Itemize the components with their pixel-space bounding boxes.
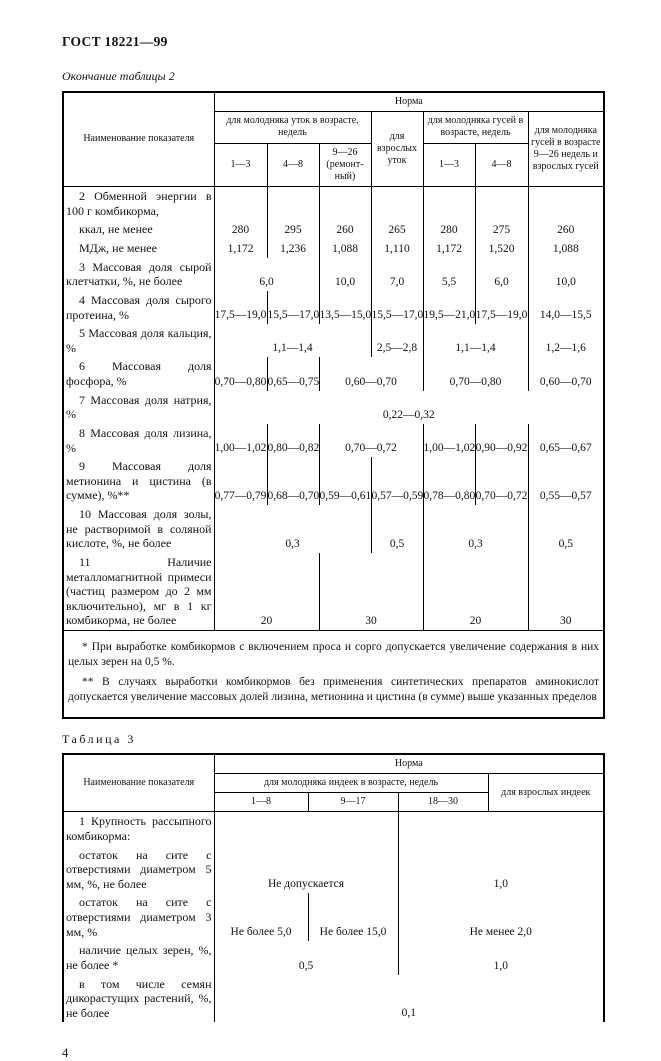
value-cell: 1,0 — [398, 941, 604, 974]
value-cell: 0,70—0,72 — [319, 424, 423, 457]
header-name-col: Наименование показателя — [63, 754, 214, 812]
table-row — [63, 505, 604, 553]
table-row — [63, 324, 604, 357]
table-row — [63, 239, 604, 258]
row-label: 8 Массовая доля лизина, % — [63, 424, 214, 457]
value-cell — [371, 187, 423, 221]
value-cell: 0,80—0,82 — [267, 424, 319, 457]
value-cell: Не более 15,0 — [308, 893, 398, 941]
row-label: наличие целых зерен, %, не более * — [63, 941, 214, 974]
value-cell: 0,60—0,70 — [319, 357, 423, 390]
value-cell: 260 — [528, 220, 604, 239]
value-cell: 0,3 — [423, 505, 528, 553]
value-cell — [398, 812, 604, 846]
header-turkey-age-2: 9—17 — [308, 793, 398, 812]
value-cell: 1,088 — [319, 239, 371, 258]
value-cell: 0,1 — [214, 975, 604, 1023]
page-number: 4 — [62, 1046, 69, 1061]
header-duck-age-3: 9—26 (ремонтный) — [319, 143, 371, 187]
doc-code: ГОСТ 18221—99 — [62, 34, 168, 49]
value-cell: 0,77—0,79 — [214, 457, 267, 505]
table3-header-row-1 — [63, 754, 604, 774]
value-cell: 1,1—1,4 — [423, 324, 528, 357]
value-cell: 0,90—0,92 — [475, 424, 528, 457]
row-label: остаток на сите с отверстиями диаметром 3 мм, % — [63, 893, 214, 941]
value-cell: 1,172 — [214, 239, 267, 258]
table-row — [63, 975, 604, 1023]
value-cell: 10,0 — [528, 258, 604, 291]
value-cell — [423, 187, 475, 221]
row-label: 7 Массовая доля натрия, % — [63, 391, 214, 424]
value-cell: 0,65—0,75 — [267, 357, 319, 390]
table-row — [63, 258, 604, 291]
table-row — [63, 457, 604, 505]
value-cell: 295 — [267, 220, 319, 239]
value-cell: Не менее 2,0 — [398, 893, 604, 941]
row-label: остаток на сите с отверстиями диаметром 5 мм, %, не более — [63, 846, 214, 894]
table-row — [63, 941, 604, 974]
header-norma: Норма — [214, 754, 604, 774]
value-cell: 1,0 — [398, 846, 604, 894]
value-cell: 265 — [371, 220, 423, 239]
row-label: 5 Массовая доля кальция, % — [63, 324, 214, 357]
table-row — [63, 812, 604, 846]
table2-footnotes-row — [63, 631, 604, 718]
header-norma: Норма — [214, 92, 604, 112]
value-cell: 0,70—0,80 — [214, 357, 267, 390]
header-name-col: Наименование показателя — [63, 92, 214, 187]
row-label: 1 Крупность рассыпного комбикорма: — [63, 812, 214, 846]
table-row — [63, 553, 604, 631]
header-ducks-young-group: для молодняка уток в возрасте, недель — [214, 112, 371, 143]
header-duck-age-1: 1—3 — [214, 143, 267, 187]
value-cell — [267, 187, 319, 221]
value-cell: 280 — [214, 220, 267, 239]
value-cell: 6,0 — [214, 258, 319, 291]
header-turkeys-adult: для взрослых индеек — [488, 773, 604, 811]
value-cell: 10,0 — [319, 258, 371, 291]
table-row — [63, 846, 604, 894]
table-row — [63, 220, 604, 239]
header-turkey-age-3: 18—30 — [398, 793, 488, 812]
value-cell: 0,70—0,80 — [423, 357, 528, 390]
row-label: 3 Массовая доля сырой клетчатки, %, не более — [63, 258, 214, 291]
table2-header-row-1 — [63, 92, 604, 112]
value-cell: 17,5—19,0 — [475, 291, 528, 324]
value-cell: 30 — [528, 553, 604, 631]
value-cell: 1,1—1,4 — [214, 324, 371, 357]
row-label: 6 Массовая доля фосфора, % — [63, 357, 214, 390]
value-cell: 280 — [423, 220, 475, 239]
value-cell: 15,5—17,0 — [371, 291, 423, 324]
value-cell — [214, 187, 267, 221]
footnotes-cell — [63, 631, 604, 718]
value-cell: Не более 5,0 — [214, 893, 308, 941]
table-2 — [62, 91, 605, 719]
value-cell: 0,70—0,72 — [475, 457, 528, 505]
table-row — [63, 357, 604, 390]
value-cell: 1,236 — [267, 239, 319, 258]
table-row — [63, 893, 604, 941]
value-cell: 1,00—1,02 — [214, 424, 267, 457]
row-label: ккал, не менее — [63, 220, 214, 239]
value-cell — [319, 187, 371, 221]
value-cell: 0,60—0,70 — [528, 357, 604, 390]
table2-caption: Окончание таблицы 2 — [62, 69, 175, 83]
value-cell: 1,110 — [371, 239, 423, 258]
row-label: 9 Массовая доля метионина и цистина (в сумме), %** — [63, 457, 214, 505]
value-cell: 0,78—0,80 — [423, 457, 475, 505]
value-cell: 0,59—0,61 — [319, 457, 371, 505]
row-label: МДж, не менее — [63, 239, 214, 258]
header-goose-age-2: 4—8 — [475, 143, 528, 187]
value-cell: 14,0—15,5 — [528, 291, 604, 324]
row-label: 10 Массовая доля золы, не растворимой в соляной кислоте, %, не более — [63, 505, 214, 553]
value-cell: 20 — [423, 553, 528, 631]
header-turkey-age-1: 1—8 — [214, 793, 308, 812]
row-label: в том числе семян дикорастущих растений, %, не более — [63, 975, 214, 1023]
value-cell: 0,57—0,59 — [371, 457, 423, 505]
header-geese-older: для молодняка гусей в возрасте 9—26 недель и взрослых гусей — [528, 112, 604, 187]
value-cell: 0,68—0,70 — [267, 457, 319, 505]
value-cell: 20 — [214, 553, 319, 631]
value-cell: 1,172 — [423, 239, 475, 258]
header-turkeys-young-group: для молодняка индеек в возрасте, недель — [214, 773, 488, 792]
row-label: 4 Массовая доля сырого протеина, % — [63, 291, 214, 324]
table3-caption: Таблица 3 — [62, 731, 136, 746]
value-cell: 1,00—1,02 — [423, 424, 475, 457]
value-cell: 0,5 — [528, 505, 604, 553]
value-cell: 19,5—21,0 — [423, 291, 475, 324]
value-cell: 1,088 — [528, 239, 604, 258]
value-cell: 0,65—0,67 — [528, 424, 604, 457]
value-cell: 1,520 — [475, 239, 528, 258]
value-cell: 0,5 — [214, 941, 398, 974]
value-cell: 30 — [319, 553, 423, 631]
value-cell: 13,5—15,0 — [319, 291, 371, 324]
table-row — [63, 424, 604, 457]
value-cell: 0,55—0,57 — [528, 457, 604, 505]
value-cell: 0,5 — [371, 505, 423, 553]
value-cell: 260 — [319, 220, 371, 239]
header-duck-age-2: 4—8 — [267, 143, 319, 187]
row-label: 11 Наличие металломагнитной примеси (частиц размером до 2 мм включительно), мг в 1 кг комбикорма, не более — [63, 553, 214, 631]
table-row — [63, 291, 604, 324]
value-cell: 6,0 — [475, 258, 528, 291]
value-cell: 15,5—17,0 — [267, 291, 319, 324]
value-cell: 7,0 — [371, 258, 423, 291]
value-cell: 0,22—0,32 — [214, 391, 604, 424]
value-cell — [528, 187, 604, 221]
table-row — [63, 187, 604, 221]
value-cell — [214, 812, 398, 846]
value-cell: 0,3 — [214, 505, 371, 553]
header-goose-age-1: 1—3 — [423, 143, 475, 187]
value-cell: 1,2—1,6 — [528, 324, 604, 357]
header-ducks-adult: для взрослых уток — [371, 112, 423, 187]
table-3 — [62, 753, 605, 1023]
footnote-1: * При выработке комбикормов с включением проса и сорго допускается увеличение содержания в них целых зерен на 0,5 %. — [68, 641, 600, 668]
value-cell: 275 — [475, 220, 528, 239]
header-geese-young-group: для молодняка гусей в возрасте, недель — [423, 112, 528, 143]
footnote-2: ** В случаях выработки комбикормов без применения синтетических препаратов аминокислот допускается увеличение массовых долей лизина, метионина и цистина (в сумме) выше указанных пределов — [68, 675, 600, 703]
row-label: 2 Обменной энергии в 100 г комбикорма, — [63, 187, 214, 221]
value-cell: Не допускается — [214, 846, 398, 894]
value-cell — [475, 187, 528, 221]
value-cell: 17,5—19,0 — [214, 291, 267, 324]
value-cell: 5,5 — [423, 258, 475, 291]
table-row — [63, 391, 604, 424]
value-cell: 2,5—2,8 — [371, 324, 423, 357]
